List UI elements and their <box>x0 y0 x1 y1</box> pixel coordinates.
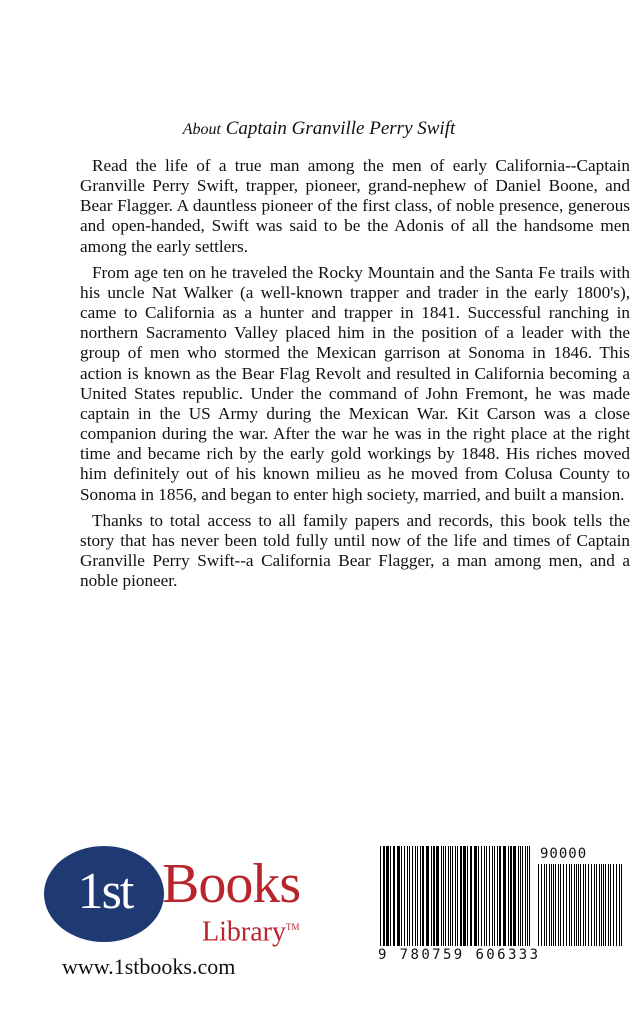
barcode-bar <box>433 846 435 946</box>
barcode-bar <box>520 846 521 946</box>
barcode-bar <box>503 846 506 946</box>
barcode-bar <box>463 846 466 946</box>
barcode-isbn-number: 9 780759 606333 <box>378 947 541 963</box>
barcode-bar <box>401 846 402 946</box>
barcode-bar <box>436 846 439 946</box>
barcode-bar <box>571 864 572 946</box>
barcode-bar <box>605 864 606 946</box>
barcode-bar <box>380 846 381 946</box>
barcode-bar <box>566 864 567 946</box>
barcode-bar <box>448 846 449 946</box>
barcode-addon-number: 90000 <box>540 846 588 862</box>
logo-1st-text: 1st <box>77 863 133 920</box>
barcode-bar <box>484 846 485 946</box>
barcode-bar <box>560 864 561 946</box>
barcode-bar <box>426 846 429 946</box>
barcode-main-bars <box>378 846 534 946</box>
logo-library-word: Library <box>202 916 286 948</box>
barcode-bar <box>431 846 432 946</box>
barcode-bar <box>497 846 498 946</box>
barcode-bar <box>508 846 509 946</box>
barcode-bar <box>544 864 545 946</box>
barcode-bar <box>518 846 519 946</box>
blurb-paragraph-3: Thanks to total access to all family papers and records, this book tells the story that has never been told fully until now of the life and times of Captain Granville Perry Swift--a California Bear Flagger, a man among men, and a noble pioneer. <box>80 510 630 591</box>
barcode-bar <box>489 846 490 946</box>
barcode-bar <box>452 846 453 946</box>
heading-about: About <box>182 121 221 138</box>
barcode-bar <box>619 864 620 946</box>
barcode-bar <box>510 846 512 946</box>
barcode-bar <box>420 846 421 946</box>
barcode-bar <box>576 864 577 946</box>
barcode-bar <box>455 846 456 946</box>
barcode-bar <box>417 846 418 946</box>
barcode-bar <box>621 864 622 946</box>
barcode-bar <box>445 846 446 946</box>
barcode-bar <box>585 864 586 946</box>
barcode-bar <box>397 846 400 946</box>
barcode-bar <box>578 864 579 946</box>
barcode-bar <box>603 864 604 946</box>
barcode-bar <box>594 864 595 946</box>
barcode-bar <box>409 846 410 946</box>
barcode-bar <box>610 864 611 946</box>
barcode-bar <box>499 846 501 946</box>
barcode-bar <box>529 846 530 946</box>
barcode-bar <box>422 846 424 946</box>
blurb-paragraph-1: Read the life of a true man among the men of early California--Captain Granville Perry Swift, trapper, pioneer, grand-nephew of Daniel Boone, and Bear Flagger. A dauntless pioneer of the first class, of noble presence, generous and open-handed, Swift was said to be the Adonis of all the handsome men among the early settlers. <box>80 156 630 256</box>
barcode-bar <box>513 846 516 946</box>
barcode-bar <box>443 846 444 946</box>
barcode-bar <box>569 864 570 946</box>
barcode-bar <box>457 846 458 946</box>
barcode-bar <box>558 864 559 946</box>
barcode-bar <box>549 864 550 946</box>
barcode-bar <box>390 846 391 946</box>
barcode-bar <box>601 864 602 946</box>
barcode-bar <box>525 846 526 946</box>
barcode-bar <box>551 864 552 946</box>
heading-title: Captain Granville Perry Swift <box>225 118 456 139</box>
back-cover-heading <box>0 118 638 140</box>
blurb-paragraph-2: From age ten on he traveled the Rocky Mountain and the Santa Fe trails with his uncle Nat Walker (a well-known trapper and trader in the early 1800's), came to California as a hunter and trapper in 1841. Successful ranching in northern Sacramento Valley placed him in the position of a leader with the group of men who stormed the Mexican garrison at Sonoma in 1846. This action is known as the Bear Flag Revolt and resulted in California becoming a United States republic. Under the command of John Fremont, he was made captain in the US Army during the Mexican War. Kit Carson was a close companion during the war. After the war he was in the right place at the right time and became rich by the early gold workings by 1848. His riches moved him definitely out of his known milieu as he moved from Colusa County to Sonoma in 1856, and began to enter high society, married, and built a mansion. <box>80 262 630 504</box>
barcode-bar <box>574 864 575 946</box>
barcode-bar <box>393 846 395 946</box>
barcode-bar <box>583 864 584 946</box>
barcode-bar <box>467 846 468 946</box>
barcode-bar <box>563 864 564 946</box>
barcode-bar <box>407 846 408 946</box>
barcode-bar <box>599 864 600 946</box>
barcode-bar <box>415 846 416 946</box>
publisher-logo <box>44 832 314 952</box>
barcode-bar <box>386 846 389 946</box>
isbn-barcode <box>378 846 628 970</box>
logo-library-text <box>202 912 299 947</box>
barcode-bar <box>522 846 523 946</box>
barcode-bar <box>616 864 617 946</box>
barcode-bar <box>460 846 462 946</box>
blurb <box>80 156 630 597</box>
barcode-bar <box>596 864 597 946</box>
publisher-website: www.1stbooks.com <box>62 954 236 979</box>
barcode-bar <box>478 846 479 946</box>
barcode-bar <box>481 846 482 946</box>
logo-trademark: TM <box>285 922 300 932</box>
barcode-addon-bars <box>538 864 624 946</box>
barcode-bar <box>541 864 542 946</box>
logo-books-text: Books <box>162 853 301 915</box>
barcode-bar <box>538 864 539 946</box>
barcode-bar <box>494 846 495 946</box>
barcode-bar <box>613 864 614 946</box>
barcode-bar <box>580 864 581 946</box>
barcode-bar <box>470 846 472 946</box>
barcode-bar <box>450 846 451 946</box>
barcode-bar <box>486 846 487 946</box>
barcode-bar <box>608 864 609 946</box>
barcode-bar <box>492 846 493 946</box>
barcode-bar <box>546 864 547 946</box>
barcode-bar <box>412 846 413 946</box>
barcode-bar <box>555 864 556 946</box>
barcode-bar <box>588 864 589 946</box>
barcode-bar <box>441 846 442 946</box>
barcode-bar <box>383 846 385 946</box>
barcode-bar <box>591 864 592 946</box>
barcode-bar <box>553 864 554 946</box>
barcode-bar <box>474 846 477 946</box>
barcode-bar <box>404 846 405 946</box>
barcode-bar <box>527 846 528 946</box>
